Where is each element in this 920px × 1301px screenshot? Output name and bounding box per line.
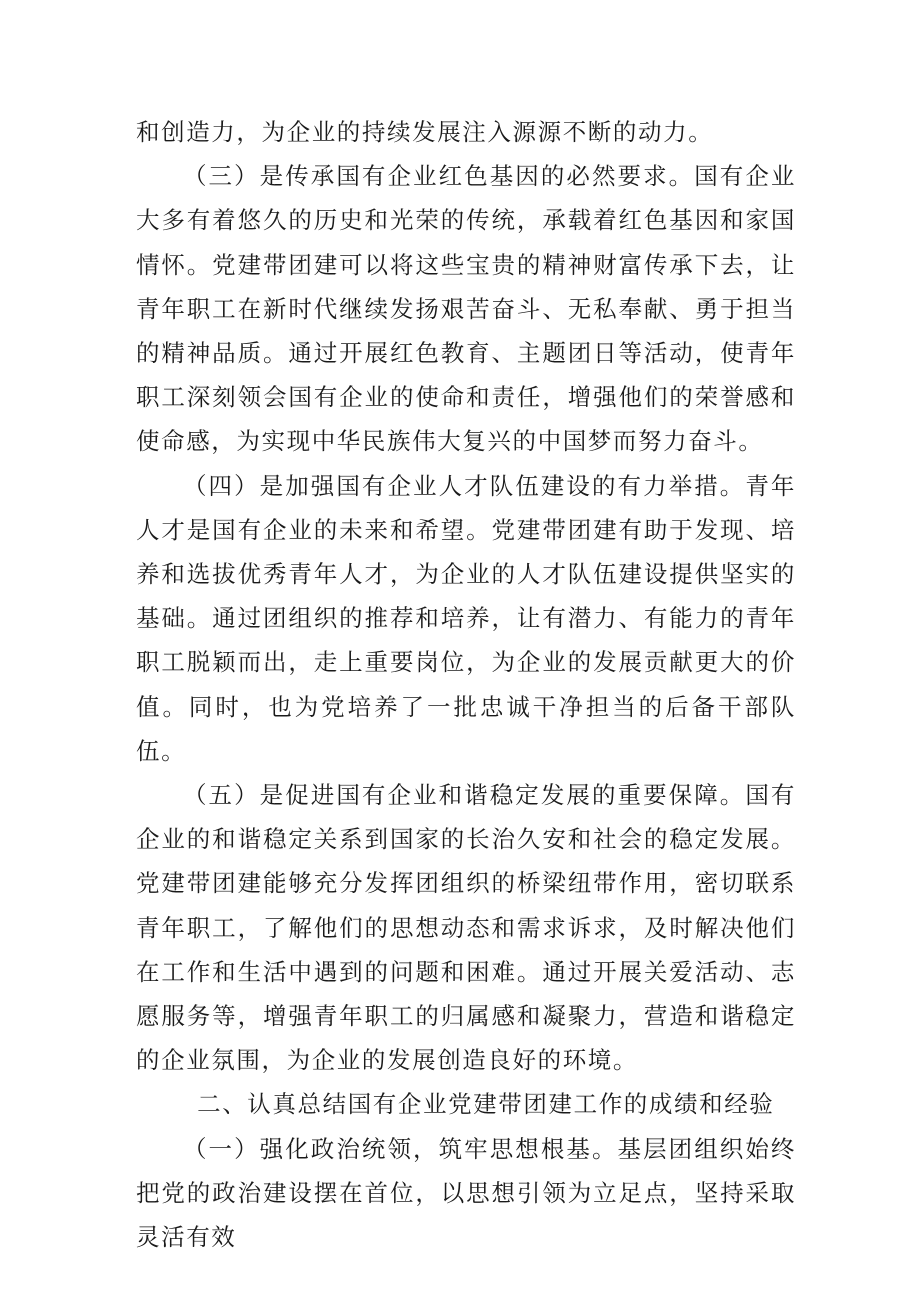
- paragraph-subsection-1: （一）强化政治统领，筑牢思想根基。基层团组织始终把党的政治建设摆在首位，以思想引领为立足点，坚持采取灵活有效: [136, 1134, 796, 1252]
- paragraph-section-3: （三）是传承国有企业红色基因的必然要求。国有企业大多有着悠久的历史和光荣的传统，承载着红色基因和家国情怀。党建带团建可以将这些宝贵的精神财富传承下去，让青年职工在新时代继续发扬艰苦奋斗、无私奉献、勇于担当的精神品质。通过开展红色教育、主题团日等活动，使青年职工深刻领会国有企业的使命和责任，增强他们的荣誉感和使命感，为实现中华民族伟大复兴的中国梦而努力奋斗。: [136, 162, 796, 456]
- section-heading-2: 二、认真总结国有企业党建带团建工作的成绩和经验: [197, 1090, 775, 1119]
- paragraph-section-5: （五）是促进国有企业和谐稳定发展的重要保障。国有企业的和谐稳定关系到国家的长治久安和社会的稳定发展。党建带团建能够充分发挥团组织的桥梁纽带作用，密切联系青年职工，了解他们的思想动态和需求诉求，及时解决他们在工作和生活中遇到的问题和困难。通过开展关爱活动、志愿服务等，增强青年职工的归属感和凝聚力，营造和谐稳定的企业氛围，为企业的发展创造良好的环境。: [136, 781, 796, 1075]
- paragraph-section-4: （四）是加强国有企业人才队伍建设的有力举措。青年人才是国有企业的未来和希望。党建带团建有助于发现、培养和选拔优秀青年人才，为企业的人才队伍建设提供坚实的基础。通过团组织的推荐和培养，让有潜力、有能力的青年职工脱颖而出，走上重要岗位，为企业的发展贡献更大的价值。同时，也为党培养了一批忠诚干净担当的后备干部队伍。: [136, 471, 796, 765]
- paragraph-continuation: 和创造力，为企业的持续发展注入源源不断的动力。: [136, 118, 714, 146]
- document-body: [136, 110, 796, 1259]
